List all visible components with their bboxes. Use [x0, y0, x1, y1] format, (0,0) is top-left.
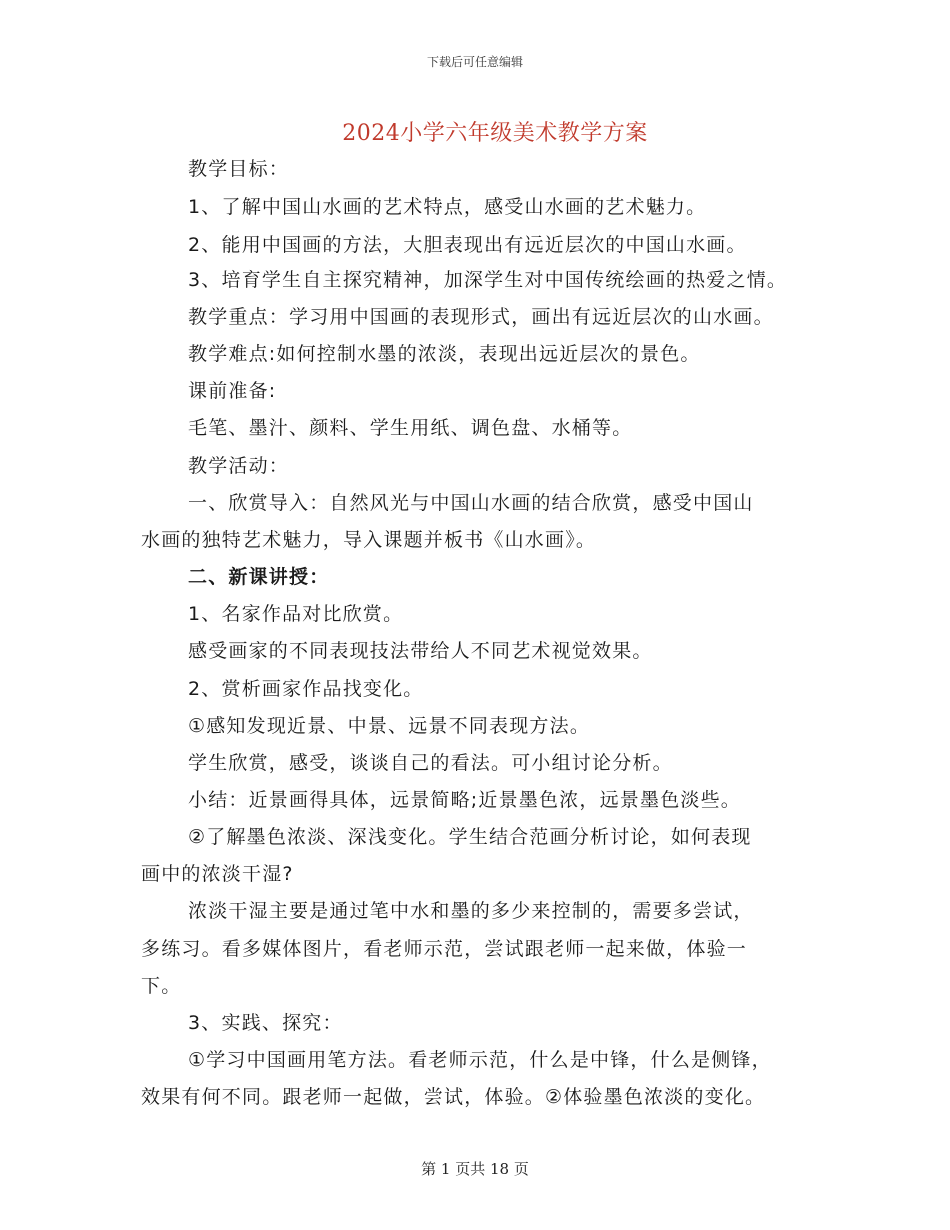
text-line: 感受画家的不同表现技法带给人不同艺术视觉效果。 — [188, 640, 653, 662]
text-line: 水画的独特艺术魅力，导入课题并板书《山水画》。 — [141, 529, 597, 551]
text-line: 1、了解中国山水画的艺术特点，感受山水画的艺术魅力。 — [188, 196, 707, 218]
section-heading: 二、新课讲授： — [188, 566, 330, 588]
text-line: 2、能用中国画的方法，大胆表现出有远近层次的中国山水画。 — [188, 234, 747, 256]
text-line: 教学重点：学习用中国画的表现形式，画出有远近层次的山水画。 — [188, 306, 774, 328]
text-line: 浓淡干湿主要是通过笔中水和墨的多少来控制的，需要多尝试， — [188, 900, 754, 922]
text-line: 教学活动： — [188, 455, 290, 477]
text-line: 教学难点:如何控制水墨的浓淡，表现出远近层次的景色。 — [188, 343, 701, 365]
page-footer: 第 1 页共 18 页 — [421, 1160, 529, 1178]
document-title: 2024小学六年级美术教学方案 — [342, 121, 648, 146]
text-line: 一、欣赏导入：自然风光与中国山水画的结合欣赏，感受中国山 — [188, 492, 754, 514]
text-line: 画中的浓淡干湿? — [141, 863, 294, 885]
text-line: 学生欣赏，感受，谈谈自己的看法。可小组讨论分析。 — [188, 752, 673, 774]
text-line: 效果有何不同。跟老师一起做，尝试，体验。②体验墨色浓淡的变化。 — [141, 1086, 766, 1108]
text-line: ①感知发现近景、中景、远景不同表现方法。 — [188, 715, 591, 737]
text-line: 3、培育学生自主探究精神，加深学生对中国传统绘画的热爱之情。 — [188, 269, 788, 291]
text-line: 3、实践、探究： — [188, 1012, 343, 1034]
text-line: ②了解墨色浓淡、深浅变化。学生结合范画分析讨论，如何表现 — [188, 826, 752, 848]
text-line: 1、名家作品对比欣赏。 — [188, 603, 404, 625]
text-line: ①学习中国画用笔方法。看老师示范，什么是中锋，什么是侧锋， — [188, 1049, 772, 1071]
text-line: 多练习。看多媒体图片，看老师示范，尝试跟老师一起来做，体验一 — [141, 938, 748, 960]
text-line: 小结：近景画得具体，远景简略;近景墨色浓，远景墨色淡些。 — [188, 789, 742, 811]
text-line: 2、赏析画家作品找变化。 — [188, 678, 424, 700]
page-header-note: 下载后可任意编辑 — [426, 55, 523, 69]
text-line: 毛笔、墨汁、颜料、学生用纸、调色盘、水桶等。 — [188, 417, 633, 439]
text-line: 课前准备: — [188, 380, 277, 402]
text-line: 下。 — [141, 975, 182, 997]
text-line: 教学目标： — [188, 158, 290, 180]
